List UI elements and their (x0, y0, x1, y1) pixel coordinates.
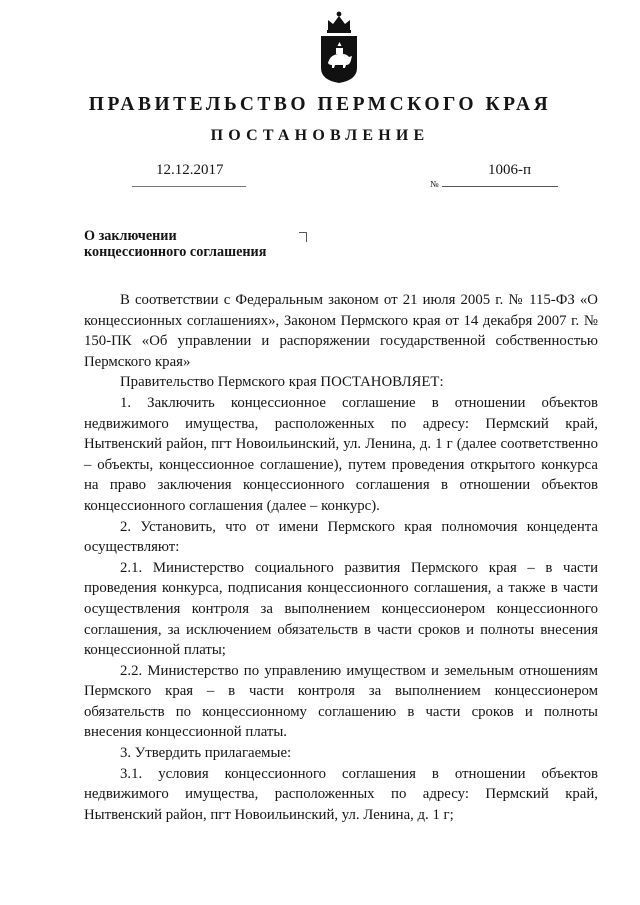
document-number: 1006-п (488, 162, 532, 178)
date-underline (132, 186, 246, 187)
subject-line-2: концессионного соглашения (84, 244, 267, 260)
paragraph-1: 1. Заключить концессионное соглашение в отношении объектов недвижимого имущества, расположенных по адресу: Пермский край, Нытвенский район, пгт Новоильинский, ул. Ленина, д. 1 г (далее соответственно – объекты, концессионное соглашение), путем проведения открытого конкурса на право заключения концессионного соглашения в отношении объектов концессионного соглашения (далее – конкурс). (84, 394, 598, 514)
paragraph-3-1: 3.1. условия концессионного соглашения в отношении объектов недвижимого имущества, расположенных по адресу: Пермский край, Нытвенский район, пгт Новоильинский, ул. Ленина, д. 1 г; (84, 765, 598, 823)
corner-bracket (299, 232, 307, 242)
paragraph-preamble: В соответствии с Федеральным законом от 21 июля 2005 г. № 115-ФЗ «О концессионных соглашениях», Законом Пермского края от 14 декабря 2007 г. № 150-ПК «Об управлении и распоряжении государственной собственностью Пермского края» (84, 292, 598, 370)
paragraph-resolves: Правительство Пермского края ПОСТАНОВЛЯЕТ: (120, 374, 444, 391)
number-underline (442, 186, 558, 187)
subject-line-1: О заключении (84, 228, 177, 244)
organization-title: ПРАВИТЕЛЬСТВО ПЕРМСКОГО КРАЯ (88, 94, 552, 115)
paragraph-2: 2. Установить, что от имени Пермского края полномочия концедента осуществляют: (84, 518, 598, 556)
number-prefix: № (430, 179, 439, 189)
paragraph-2-1: 2.1. Министерство социального развития Пермского края – в части проведения конкурса, подписания концессионного соглашения, а также в части осуществления контроля за выполнением концессионером концессионного соглашения, за исключением обязательств в части сроков и полноты внесения концессионной платы; (84, 559, 598, 659)
coat-of-arms-icon (316, 10, 362, 84)
paragraph-3: 3. Утвердить прилагаемые: (120, 745, 292, 762)
document-subject (84, 228, 266, 260)
paragraph-2-2: 2.2. Министерство по управлению имуществом и земельным отношениям Пермского края – в части контроля за выполнением концессионером обязательств по концессионному соглашению в части сроков и полноты внесения концессионной платы. (84, 662, 598, 741)
document-body (84, 290, 598, 825)
document-type: ПОСТАНОВЛЕНИЕ (210, 127, 430, 144)
document-date: 12.12.2017 (156, 162, 224, 178)
